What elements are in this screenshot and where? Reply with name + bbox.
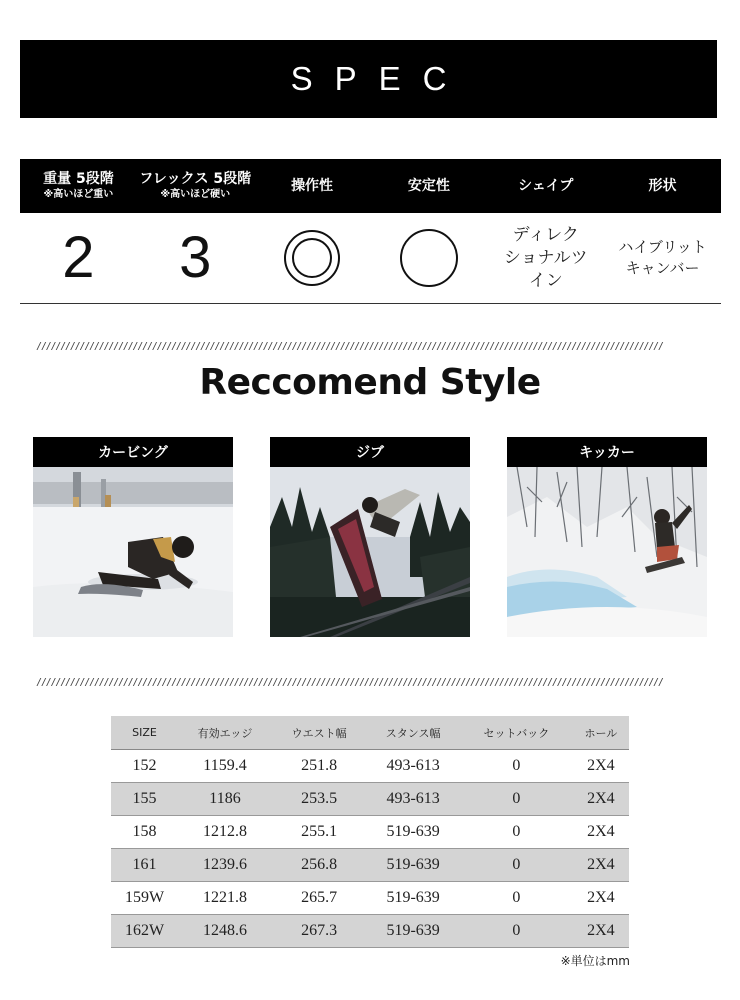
col-size: SIZE xyxy=(111,716,178,750)
slash-divider-top: ////////////////////////////////////////////////////////////////////////////////////////////////////////////////////////////////// xyxy=(36,341,663,352)
col-waist-width: ウエスト幅 xyxy=(272,716,366,750)
col-stance-width: スタンス幅 xyxy=(366,716,460,750)
col-setback: セットバック xyxy=(460,716,573,750)
card-label-carving: カービング xyxy=(33,437,233,467)
circle-icon xyxy=(400,229,458,287)
table-row: 161 1239.6 256.8 519-639 0 2X4 xyxy=(111,849,629,882)
jib-photo xyxy=(270,467,470,637)
slash-divider-bottom: ////////////////////////////////////////////////////////////////////////////////////////////////////////////////////////////////// xyxy=(36,677,663,688)
header-flex: フレックス 5段階 ※高いほど硬い xyxy=(139,171,252,200)
card-label-jib: ジブ xyxy=(270,437,470,467)
flex-value: 3 xyxy=(179,225,212,290)
shape-value: ディレク ショナルツ イン xyxy=(503,224,588,291)
kicker-photo xyxy=(507,467,707,637)
table-row: 159W 1221.8 265.7 519-639 0 2X4 xyxy=(111,882,629,915)
card-label-kicker: キッカー xyxy=(507,437,707,467)
operability-cell xyxy=(254,213,371,303)
stability-cell xyxy=(370,213,487,303)
col-effective-edge: 有効エッジ xyxy=(178,716,272,750)
form-cell xyxy=(604,213,721,303)
style-card-jib xyxy=(270,437,470,637)
spec-table-header xyxy=(20,159,721,213)
double-circle-icon xyxy=(284,230,340,286)
header-operability: 操作性 xyxy=(291,177,334,194)
form-value: ハイブリット キャンバー xyxy=(618,238,707,277)
recommend-style-title: Reccomend Style xyxy=(199,362,541,403)
weight-value-cell xyxy=(20,213,137,303)
weight-value: 2 xyxy=(62,225,95,290)
size-table xyxy=(111,716,629,948)
spec-banner xyxy=(20,40,717,118)
spec-table-values xyxy=(20,213,721,304)
table-row: 162W 1248.6 267.3 519-639 0 2X4 xyxy=(111,915,629,948)
carving-photo xyxy=(33,467,233,637)
spec-title: SPEC xyxy=(290,60,469,97)
shape-cell xyxy=(487,213,604,303)
table-row: 158 1212.8 255.1 519-639 0 2X4 xyxy=(111,816,629,849)
header-form: 形状 xyxy=(648,177,677,194)
size-table-header-row xyxy=(111,716,629,750)
flex-value-cell xyxy=(137,213,254,303)
unit-note: ※単位はmm xyxy=(560,954,630,968)
header-weight: 重量 5段階 ※高いほど重い xyxy=(43,171,114,200)
header-shape: シェイプ xyxy=(518,177,574,194)
style-card-carving xyxy=(33,437,233,637)
style-card-kicker xyxy=(507,437,707,637)
header-stability: 安定性 xyxy=(407,177,450,194)
table-row: 152 1159.4 251.8 493-613 0 2X4 xyxy=(111,750,629,783)
col-hole: ホール xyxy=(573,716,629,750)
table-row: 155 1186 253.5 493-613 0 2X4 xyxy=(111,783,629,816)
